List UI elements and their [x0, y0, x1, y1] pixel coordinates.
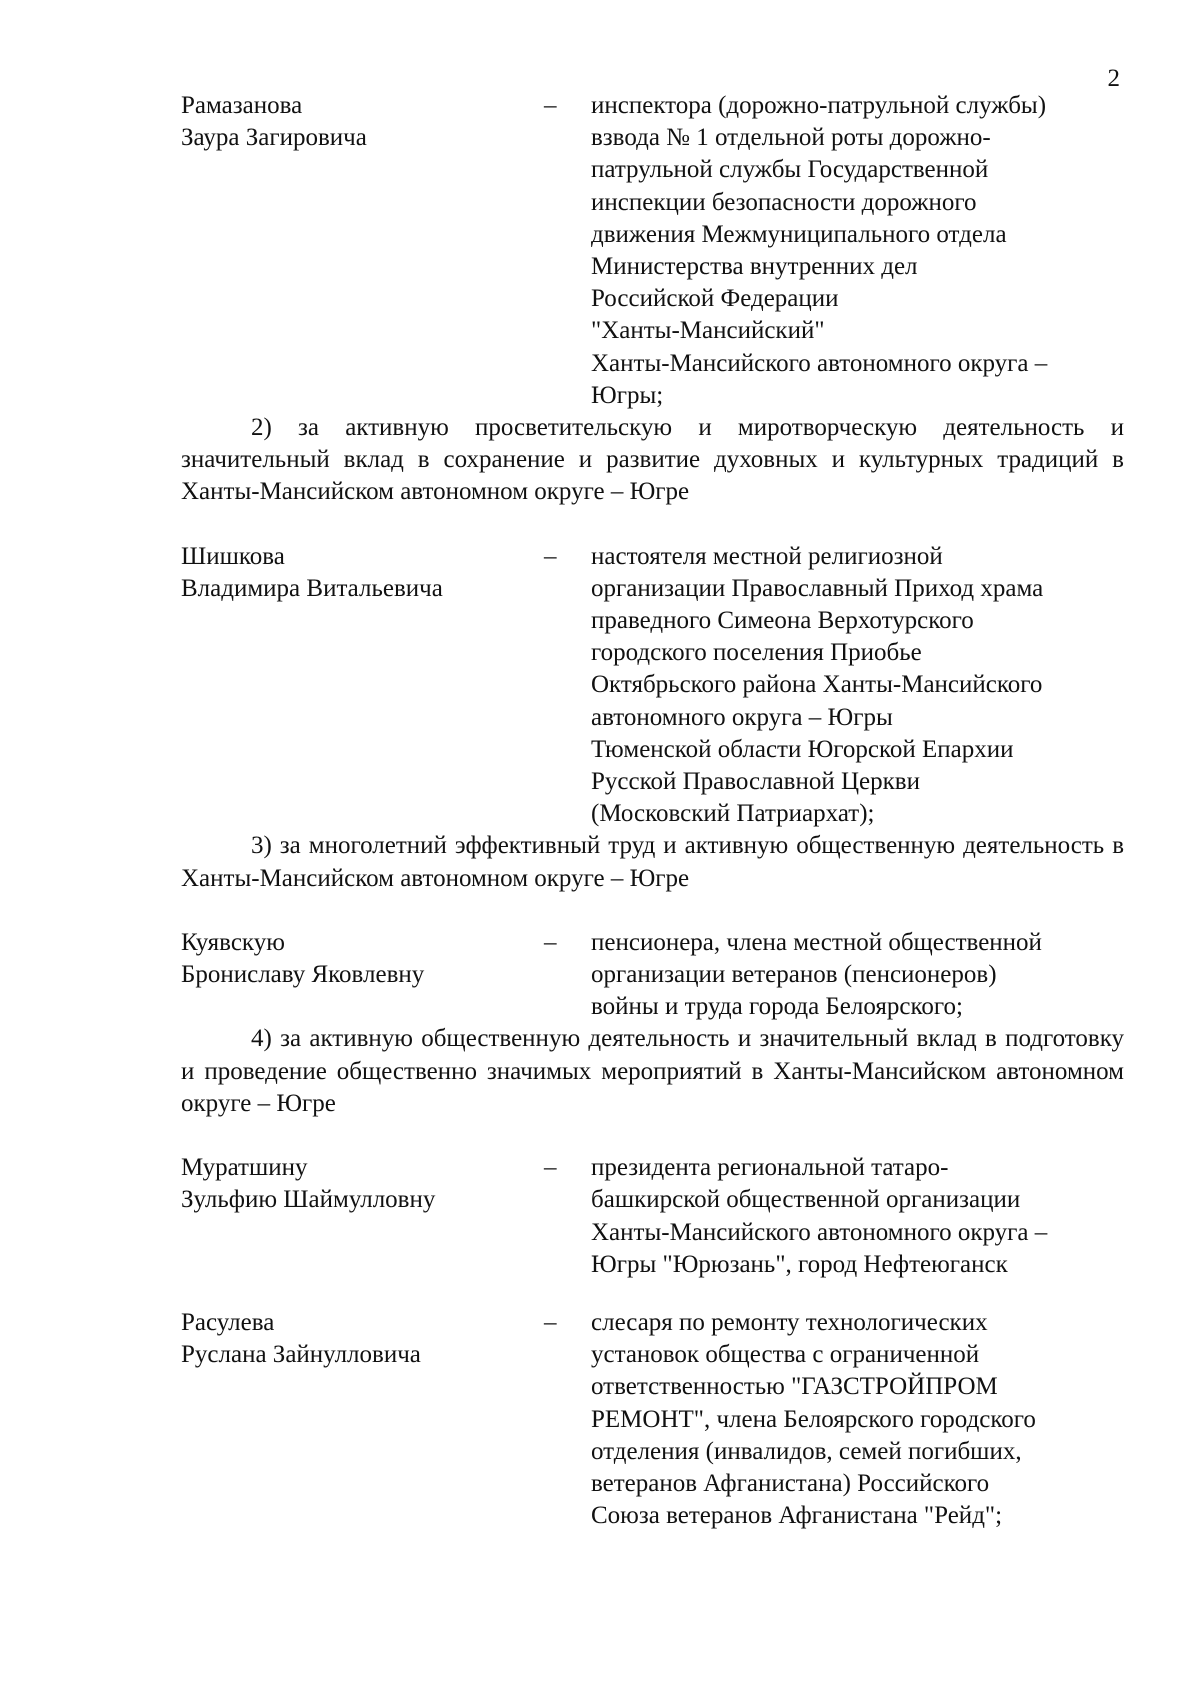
- description-line: взвода № 1 отдельной роты дорожно-: [591, 124, 991, 152]
- description-line: пенсионера, члена местной общественной: [591, 928, 1042, 956]
- description-line: Русской Православной Церкви: [591, 768, 920, 796]
- person-surname: Муратшину: [181, 1154, 308, 1182]
- description-line: (Московский Патриархат);: [591, 800, 875, 828]
- award-category-paragraph: 3) за многолетний эффективный труд и активную общественную деятельность в Ханты-Мансийском автономном округе – Югре: [181, 832, 1124, 892]
- award-entry: [181, 927, 1124, 1024]
- description-line: войны и труда города Белоярского;: [591, 993, 963, 1021]
- person-description: [591, 541, 1124, 831]
- description-line: организации ветеранов (пенсионеров): [591, 961, 997, 989]
- description-line: "Ханты-Мансийский": [591, 317, 825, 345]
- award-entry: [181, 90, 1124, 412]
- description-line: автономного округа – Югры: [591, 703, 893, 731]
- spacer: [181, 895, 1124, 927]
- document-body: [181, 90, 1124, 1532]
- description-line: ветеранов Афганистана) Российского: [591, 1469, 990, 1497]
- description-line: Тюменской области Югорской Епархии: [591, 735, 1014, 763]
- description-line: Октябрьского района Ханты-Мансийского: [591, 671, 1043, 699]
- description-line: Министерства внутренних дел: [591, 253, 918, 281]
- person-name: [181, 1307, 544, 1371]
- person-description: [591, 927, 1124, 1024]
- person-surname: Расулева: [181, 1308, 275, 1336]
- description-line: отделения (инвалидов, семей погибших,: [591, 1437, 1022, 1465]
- award-category-paragraph: 2) за активную просветительскую и миротворческую деятельность и значительный вклад в сохранение и развитие духовных и культурных традиций в Ханты-Мансийском автономном округе – Югре: [181, 414, 1124, 506]
- entry-dash: –: [544, 542, 557, 570]
- person-description: [591, 1307, 1124, 1532]
- person-given-names: Зульфию Шаймулловну: [181, 1186, 436, 1214]
- award-entry: [181, 1307, 1124, 1532]
- description-line: президента региональной татаро-: [591, 1154, 949, 1182]
- description-line: слесаря по ремонту технологических: [591, 1308, 988, 1336]
- person-given-names: Заура Загировича: [181, 124, 367, 152]
- description-line: установок общества с ограниченной: [591, 1341, 980, 1369]
- description-line: инспектора (дорожно-патрульной службы): [591, 92, 1047, 119]
- award-entry: [181, 541, 1124, 831]
- description-line: ответственностью "ГАЗСТРОЙПРОМ: [591, 1373, 998, 1401]
- description-line: башкирской общественной организации: [591, 1186, 1021, 1214]
- spacer: [181, 509, 1124, 541]
- description-line: движения Межмуниципального отдела: [591, 220, 1007, 248]
- person-surname: Шишкова: [181, 542, 285, 570]
- person-given-names: Руслана Зайнулловича: [181, 1341, 421, 1369]
- person-given-names: Владимира Витальевича: [181, 574, 443, 602]
- person-surname: Куявскую: [181, 928, 285, 956]
- award-entry: [181, 1152, 1124, 1281]
- description-line: Югры "Юрюзань", город Нефтеюганск: [591, 1250, 1008, 1278]
- description-line: Ханты-Мансийского автономного округа –: [591, 1218, 1048, 1246]
- entry-dash: –: [544, 928, 557, 956]
- spacer: [181, 1120, 1124, 1152]
- description-line: Югры;: [591, 381, 664, 409]
- entry-dash: –: [544, 92, 557, 119]
- entry-dash: –: [544, 1154, 557, 1182]
- spacer: [181, 1281, 1124, 1307]
- person-name: [181, 541, 544, 605]
- person-name: [181, 1152, 544, 1216]
- description-line: Российской Федерации: [591, 285, 839, 313]
- description-line: городского поселения Приобье: [591, 639, 922, 667]
- description-line: Ханты-Мансийского автономного округа –: [591, 349, 1048, 377]
- entry-dash: –: [544, 1308, 557, 1336]
- person-name: [181, 90, 544, 154]
- description-line: РЕМОНТ", члена Белоярского городского: [591, 1405, 1036, 1433]
- person-description: [591, 1152, 1124, 1281]
- award-category-paragraph: 4) за активную общественную деятельность и значительный вклад в подготовку и проведение общественно значимых мероприятий в Ханты-Мансийском автономном округе – Югре: [181, 1025, 1124, 1117]
- person-name: [181, 927, 544, 991]
- description-line: праведного Симеона Верхотурского: [591, 607, 974, 635]
- description-line: патрульной службы Государственной: [591, 156, 989, 184]
- page-number: 2: [1107, 65, 1120, 92]
- person-given-names: Брониславу Яковлевну: [181, 961, 425, 989]
- person-description: [591, 90, 1124, 412]
- description-line: Союза ветеранов Афганистана "Рейд";: [591, 1502, 1003, 1530]
- person-surname: Рамазанова: [181, 92, 303, 119]
- description-line: инспекции безопасности дорожного: [591, 188, 977, 216]
- description-line: настоятеля местной религиозной: [591, 542, 943, 570]
- description-line: организации Православный Приход храма: [591, 574, 1044, 602]
